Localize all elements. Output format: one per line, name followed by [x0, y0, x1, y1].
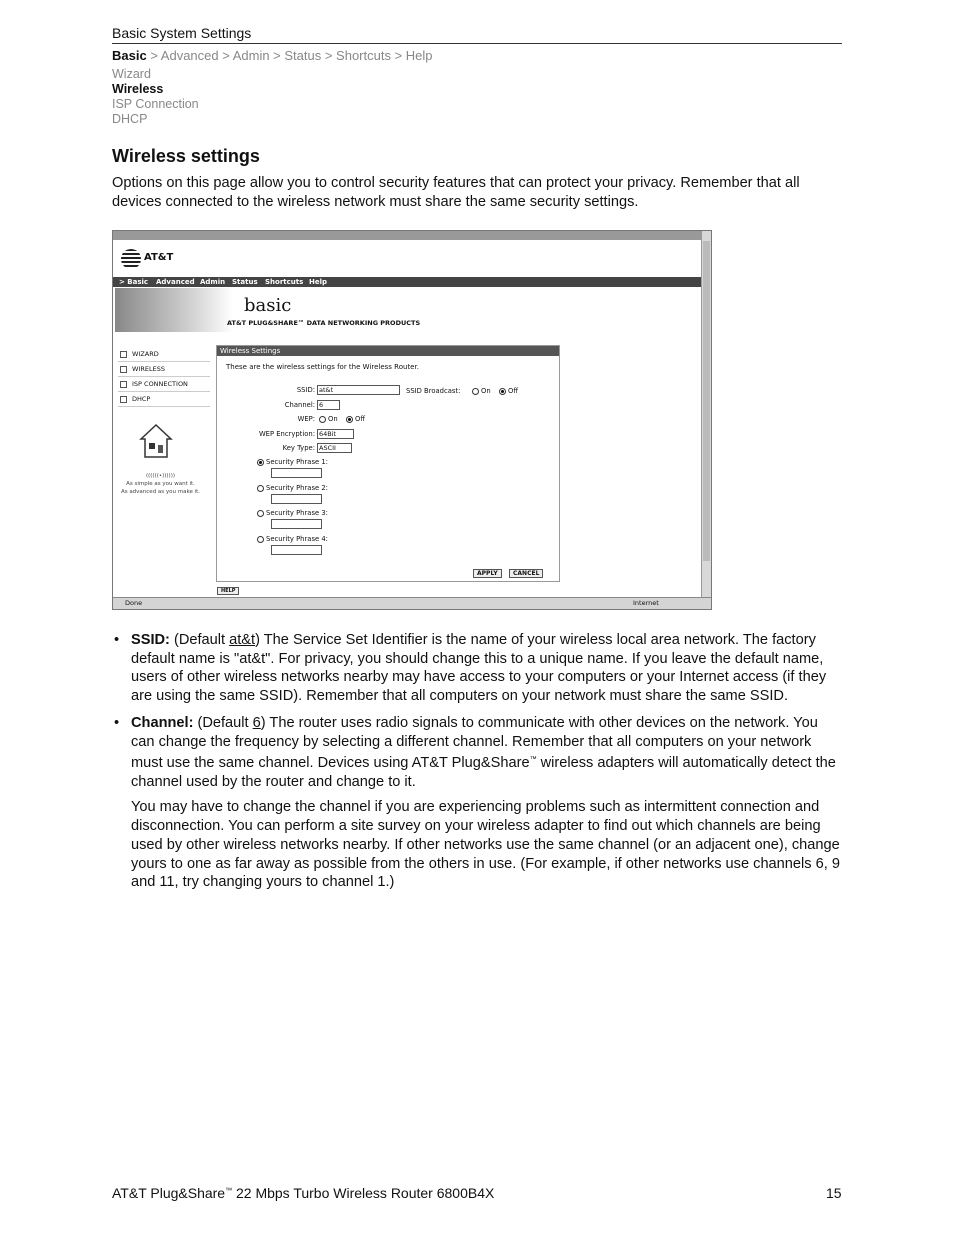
- phrase-label: Security Phrase 1:: [266, 458, 328, 466]
- wireless-settings-panel: [216, 345, 560, 582]
- channel-term: Channel:: [131, 714, 194, 731]
- security-phrase-3-input[interactable]: [271, 519, 322, 529]
- section-title: Wireless settings: [112, 146, 260, 166]
- sub-navigation: [112, 67, 199, 127]
- breadcrumb-trail: > Advanced > Admin > Status > Shortcuts > Help: [146, 48, 433, 63]
- wep-encryption-label: WEP Encryption:: [258, 430, 315, 438]
- att-globe-icon: [121, 249, 141, 269]
- radio-icon: [472, 388, 479, 395]
- bullet-dot: •: [114, 632, 120, 648]
- wep-off[interactable]: [346, 415, 365, 423]
- phrase-label: Security Phrase 2:: [266, 484, 328, 492]
- radio-icon: [319, 416, 326, 423]
- router-nav-status[interactable]: Status: [232, 278, 258, 286]
- footer-product-name: AT&T Plug&Share: [112, 1185, 226, 1201]
- ssid-input[interactable]: at&t: [317, 385, 400, 395]
- help-button[interactable]: HELP: [217, 587, 239, 595]
- key-type-select[interactable]: ASCII: [317, 443, 352, 453]
- header-divider: [112, 43, 842, 44]
- tagline: [118, 472, 203, 496]
- tagline-waves: ((((((•)))))): [146, 473, 175, 479]
- radio-icon: [257, 485, 264, 492]
- subnav-wireless: Wireless: [112, 82, 164, 96]
- footer-product: [112, 1185, 494, 1201]
- router-nav-advanced[interactable]: Advanced: [156, 278, 195, 286]
- bullet-dot: •: [114, 714, 120, 731]
- page-header-title: Basic System Settings: [112, 25, 252, 41]
- security-phrase-2-option[interactable]: [257, 484, 328, 492]
- channel-default-value: 6: [252, 714, 261, 731]
- channel-bullet: [112, 714, 842, 792]
- wep-on[interactable]: [319, 415, 338, 423]
- router-nav-basic[interactable]: > Basic: [119, 278, 149, 286]
- page-number: 15: [826, 1185, 842, 1201]
- trademark-mark: ™: [529, 756, 537, 764]
- banner-subtitle: AT&T PLUG&SHARE™ DATA NETWORKING PRODUCTS: [227, 319, 421, 327]
- ssid-broadcast-on[interactable]: [472, 387, 491, 395]
- security-phrase-4-option[interactable]: [257, 535, 328, 543]
- ssid-bullet: [112, 631, 842, 706]
- breadcrumb: [112, 48, 433, 63]
- ssid-paragraph: [131, 631, 842, 706]
- scrollbar-thumb[interactable]: [703, 241, 710, 561]
- channel-description-1: ) The router uses radio signals to communicate with other devices on the network. You can change the frequency by selecting a different channel. Remember that all computers on your network must use the same channel. Devices using AT&T Plug&Share: [131, 714, 818, 772]
- channel-default-prefix: (Default: [193, 714, 253, 731]
- banner-title: basic: [244, 295, 292, 316]
- radio-icon: [257, 536, 264, 543]
- browser-top-bar: [113, 231, 701, 240]
- subnav-isp-connection: ISP Connection: [112, 97, 199, 111]
- section-intro: Options on this page allow you to control security features that can protect your privacy. Remember that all devices connected to the wireless network must share the same security settings.: [112, 175, 800, 210]
- key-type-label: Key Type:: [282, 444, 315, 452]
- browser-status-bar: [113, 597, 711, 609]
- footer-product-model: 22 Mbps Turbo Wireless Router 6800B4X: [232, 1185, 495, 1201]
- radio-label: Off: [508, 387, 519, 395]
- status-zone: Internet: [633, 599, 659, 607]
- radio-selected-icon: [346, 416, 353, 423]
- wep-encryption-select[interactable]: 64Bit: [317, 429, 354, 439]
- radio-label: On: [481, 387, 491, 395]
- security-phrase-4-input[interactable]: [271, 545, 322, 555]
- radio-selected-icon: [257, 459, 264, 466]
- banner-photo: [115, 288, 233, 332]
- channel-select[interactable]: 6: [317, 400, 340, 410]
- panel-intro: These are the wireless settings for the Wireless Router.: [226, 363, 419, 371]
- ssid-default-value: at&t: [229, 632, 256, 648]
- phrase-label: Security Phrase 4:: [266, 535, 328, 543]
- house-network-icon: [139, 423, 173, 459]
- footer-trademark: ™: [225, 1187, 233, 1195]
- channel-label: Channel:: [284, 401, 315, 409]
- router-screenshot: [112, 230, 712, 610]
- tagline-simple: As simple as you want it.: [126, 481, 195, 487]
- router-leftnav-wizard[interactable]: WIZARD: [118, 347, 210, 362]
- router-leftnav-dhcp[interactable]: DHCP: [118, 392, 210, 407]
- ssid-broadcast-off[interactable]: [499, 387, 518, 395]
- security-phrase-2-input[interactable]: [271, 494, 322, 504]
- router-left-nav: [118, 347, 210, 407]
- tagline-advanced: As advanced as you make it.: [120, 489, 201, 495]
- ssid-description: ) The Service Set Identifier is the name of your wireless local area network. The factory default name is "at&t". For privacy, you should change this to a unique name. If you leave the default name, users of other wireless networks nearby may have access to your computers or your Internet access (if they are using the same SSID). Remember that all computers on your network must share the same SSID.: [131, 632, 827, 705]
- cancel-button[interactable]: CANCEL: [509, 569, 543, 578]
- bullet-list: [112, 631, 842, 892]
- router-nav-bar: [113, 277, 701, 287]
- radio-icon: [257, 510, 264, 517]
- vertical-scrollbar[interactable]: [701, 231, 711, 597]
- ssid-broadcast-label: SSID Broadcast:: [406, 387, 461, 395]
- router-nav-help[interactable]: Help: [309, 278, 328, 286]
- radio-label: Off: [355, 415, 366, 423]
- channel-description-2: wireless adapters will automatically detect the channel used by the router and change to it.: [131, 755, 836, 790]
- apply-button[interactable]: APPLY: [473, 569, 502, 578]
- breadcrumb-current: Basic: [112, 48, 147, 63]
- router-leftnav-isp-connection[interactable]: ISP CONNECTION: [118, 377, 210, 392]
- router-leftnav-wireless[interactable]: WIRELESS: [118, 362, 210, 377]
- ssid-term: SSID:: [131, 632, 170, 648]
- router-nav-admin[interactable]: Admin: [200, 278, 226, 286]
- radio-selected-icon: [499, 388, 506, 395]
- security-phrase-1-input[interactable]: [271, 468, 322, 478]
- panel-title: Wireless Settings: [217, 346, 559, 356]
- ssid-label: SSID:: [296, 386, 315, 394]
- security-phrase-3-option[interactable]: [257, 509, 328, 517]
- ssid-default-prefix: (Default: [169, 632, 230, 648]
- subnav-wizard: Wizard: [112, 67, 151, 81]
- subnav-dhcp: DHCP: [112, 112, 148, 126]
- security-phrase-1-option[interactable]: [257, 458, 328, 466]
- channel-paragraph: [131, 714, 842, 792]
- phrase-label: Security Phrase 3:: [266, 509, 328, 517]
- att-logo-text: AT&T: [144, 252, 174, 263]
- wep-label: WEP:: [297, 415, 315, 423]
- radio-label: On: [328, 415, 338, 423]
- status-done: Done: [125, 599, 143, 607]
- channel-paragraph-2: You may have to change the channel if you are experiencing problems such as intermittent connection and disconnection. You can perform a site survey on your wireless adapter to find out which channels are being used by other wireless networks nearby. If other networks use the same channel (or an adjacent one), change yours to one as far away as possible from the others in use. (For example, if other networks use channels 6, 9 and 11, try changing yours to channel 1.): [131, 799, 840, 891]
- router-nav-shortcuts[interactable]: Shortcuts: [265, 278, 304, 286]
